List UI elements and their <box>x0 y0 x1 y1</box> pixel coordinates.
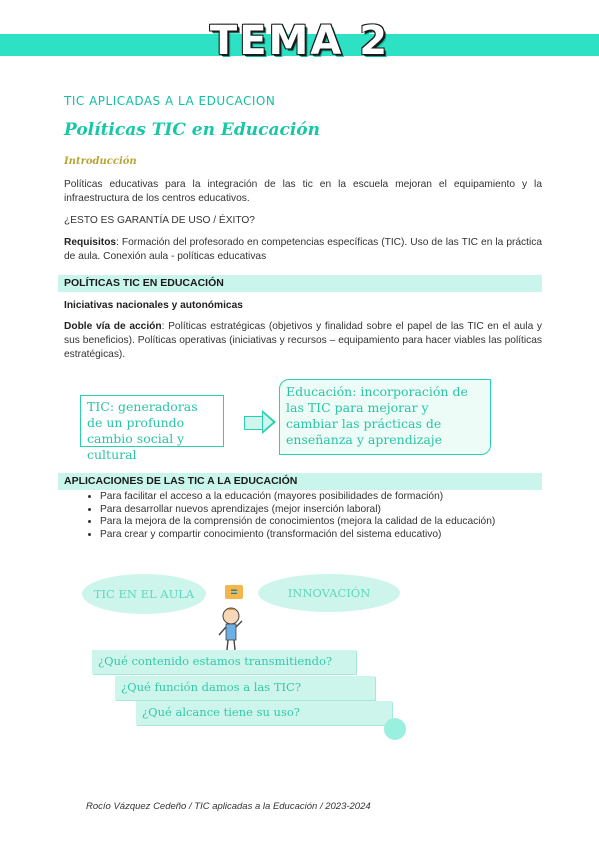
list-item: • Para desarrollar nuevos aprendizajes (mejor inserción laboral) <box>100 504 495 517</box>
educacion-box: Educación: incorporación de las TIC para mejorar y cambiar las prácticas de enseñanza y aprendizaje <box>279 379 491 455</box>
intro-paragraph: Políticas educativas para la integración de las tic en la escuela mejoran el equipamiento y la infraestructura de los centros educativos. <box>64 179 542 204</box>
oval-innovacion: INNOVACIÓN <box>258 574 400 612</box>
footer-text: Rocío Vázquez Cedeño / TIC aplicadas a la Educación / 2023-2024 <box>86 801 371 812</box>
subtitle: TIC APLICADAS A LA EDUCACION <box>64 94 276 108</box>
list-item: • Para facilitar el acceso a la educación (mayores posibilidades de formación) <box>100 491 495 504</box>
doble-via-text: : Políticas estratégicas (objetivos y finalidad sobre el papel de las TIC en el aula y sus beneficios). Políticas operativas (iniciativas y recursos – equipamiento para hacer viables las políticas estratégicas). <box>64 321 542 360</box>
requisitos-label: Requisitos <box>64 237 117 248</box>
requisitos-paragraph <box>64 236 542 264</box>
tic-box: TIC: generadoras de un profundo cambio social y cultural <box>80 395 224 447</box>
list-item: • Para crear y compartir conocimiento (transformación del sistema educativo) <box>100 529 495 542</box>
iniciativas-heading: Iniciativas nacionales y autonómicas <box>64 300 243 311</box>
question-text: ¿ESTO ES GARANTÍA DE USO / ÉXITO? <box>64 215 255 226</box>
section-heading: Políticas TIC en Educación <box>64 120 320 140</box>
list-item: • Para la mejora de la comprensión de conocimientos (mejora la calidad de la educación) <box>100 516 495 529</box>
question-bar-2: ¿Qué función damos a las TIC? <box>115 676 375 700</box>
decorative-dot-icon <box>384 718 406 740</box>
page-title: TEMA 2 <box>209 18 390 64</box>
requisitos-text: : Formación del profesorado en competencias específicas (TIC). Uso de las TIC en la práctica de aula. Conexión aula - políticas educativas <box>64 237 542 262</box>
question-bar-3: ¿Qué alcance tiene su uso? <box>136 701 392 725</box>
oval-tic-aula: TIC EN EL AULA <box>82 574 206 614</box>
aplicaciones-list <box>80 491 495 541</box>
equals-icon: = <box>225 585 243 599</box>
doble-via-paragraph <box>64 320 542 362</box>
doble-via-label: Doble vía de acción <box>64 321 162 332</box>
section-politicas-title: POLÍTICAS TIC EN EDUCACIÓN <box>58 275 542 292</box>
question-bar-1: ¿Qué contenido estamos transmitiendo? <box>92 650 356 674</box>
section-aplicaciones-title: APLICACIONES DE LAS TIC A LA EDUCACIÓN <box>58 473 542 490</box>
intro-label: Introducción <box>64 156 137 167</box>
student-figure-icon <box>214 604 248 652</box>
